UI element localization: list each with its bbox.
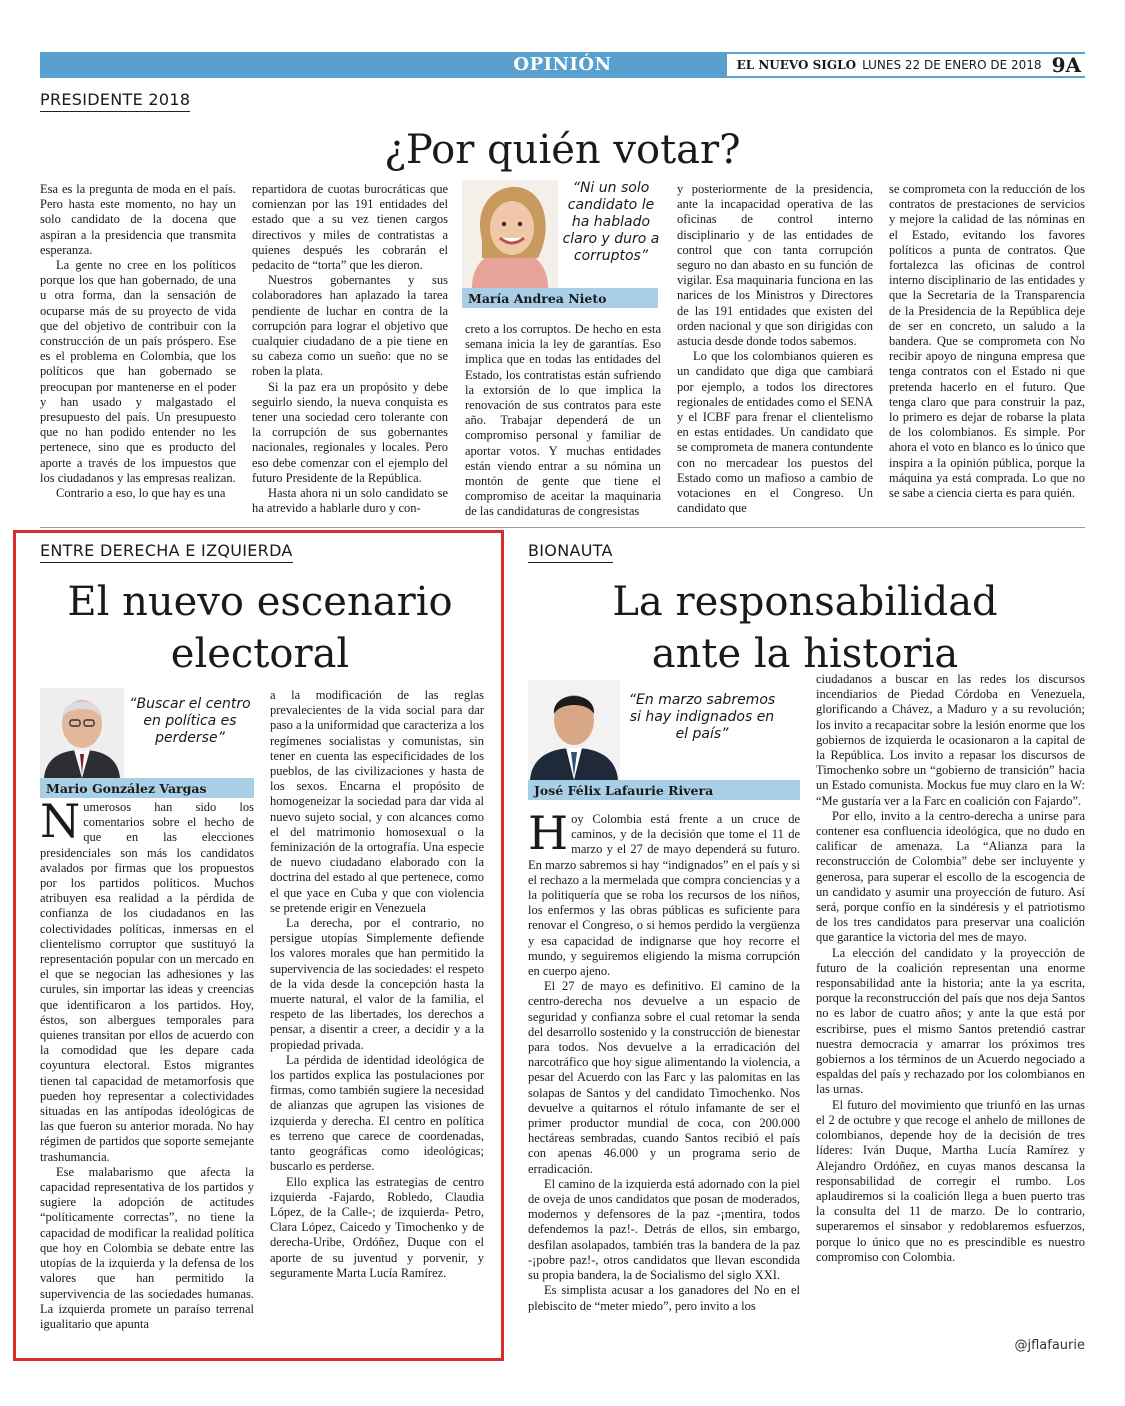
- author-photo-nieto: [462, 180, 558, 288]
- article2-kicker: ENTRE DERECHA E IZQUIERDA: [40, 541, 293, 563]
- title-line: El nuevo escenario: [67, 579, 453, 625]
- paragraph: y posteriormente de la presidencia, ante la incapacidad operativa de las oficinas de control interno disciplinario y de las entidades de control que con tanta corrupción seguro no dan abasto en su función de vigilar. Esa maquinaria funciona en las narices de los Ministros y Directores de las 191 entidades que existen del orden nacional y que son dirigidas con astucia desde donde todos sabemos.: [677, 182, 873, 349]
- paragraph: El 27 de mayo es definitivo. El camino de la centro-derecha nos devuelve a un espacio de seguridad y confianza sobre el cual retomar la senda del desarrollo sostenido y la construcción de bienestar para todos. Nos devuelve a la erradicación del narcotráfico que hoy sigue alimentando la violencia, a pesar del Acuerdo con las Farc y las palomitas en las solapas de Santos y del candidato Timochenko. Nos devuelve a quitarnos el rótulo infamante de ser el primer productor mundial de coca, con 200.000 hectáreas sembradas, cuando Santos recibió el país con apenas 46.000 y un programa serio de erradicación.: [528, 979, 800, 1176]
- paragraph: Ello explica las estrategias de centro izquierda -Fajardo, Robledo, Claudia López, de la Calle-; de izquierda- Petro, Clara López, Caicedo y Timochenko y de derecha-Uribe, Ordóñez, Duque con el aporte de su juventud y porvenir, y seguramente Marta Lucía Ramírez.: [270, 1174, 484, 1280]
- article2-byline: Mario González Vargas: [40, 778, 254, 798]
- paragraph: [528, 812, 800, 979]
- paragraph: Nuestros gobernantes y sus colaboradores han aplazado la tarea pendiente de luchar en contra de la corrupción para lograr el objetivo que cualquier ciudadano de a pie tiene en su cabeza como un sueño: que no se roben la plata.: [252, 273, 448, 379]
- section-name: OPINIÓN: [513, 54, 612, 75]
- author-photo-gonzalez: [40, 688, 124, 778]
- article1-column-4: [677, 182, 873, 520]
- paragraph: Si la paz era un propósito y debe seguirlo siendo, la nueva conquista es tener una sociedad cero tolerante con la corrupción de sus gobernantes nacionales, regionales y locales. Pero eso debe comenzar con el ejemplo del futuro Presidente de la República.: [252, 379, 448, 485]
- article3-title: [525, 576, 1085, 680]
- dropcap: N: [40, 800, 81, 848]
- paragraph: Contrario a eso, lo que hay es una: [56, 486, 226, 501]
- section-divider: [40, 527, 1085, 528]
- title-line: ante la historia: [651, 631, 959, 677]
- paragraph: La pérdida de identidad ideológica de los partidos explica las postulaciones por firmas, como también sugiere la necesidad de alianzas que agrupen las visiones de izquierda y derecha. El centro en política es terreno que carece de coordenadas, tanto geográficas como ideológicas; buscarlo es perderse.: [270, 1052, 484, 1174]
- paragraph: La derecha, por el contrario, no persigue utopías Simplemente defiende los valores morales que han permitido la supervivencia de las sociedades: el respeto de la vida desde la concepción hasta la muerte natural, el valor de la familia, el respeto de las libertades, los derechos a pensar, a disentir a creer, a decidir y a la propiedad privada.: [270, 916, 484, 1052]
- paragraph: se comprometa con la reducción de los contratos de prestaciones de servicios y mejore la calidad de las nóminas en el Estado, evitando los favores políticos a punta de contratos. Que fortalezca las oficinas de control interno disciplinario de las entidades y que la Secretaria de la Transparencia de la Presidencia de la República deje de ser en concreto, un saludo a la bandera. Que se comprometa con No recibir apoyo de ninguna empresa que tenga contratos con el Estado ni que pretenda hacerlo en el futuro. Que tenga claro que para construir la paz, lo primero es dejar de robarse la plata de los colombianos. Es simple. Por ahora el voto en blanco es lo único que inspira a la opinión pública, porque la máquina ya está comprada. Lo que no se sabe a ciencia cierta es para quién.: [889, 182, 1085, 501]
- dropcap: H: [528, 812, 569, 860]
- article3-kicker: BIONAUTA: [528, 541, 613, 563]
- author-photo-lafaurie: [528, 680, 620, 780]
- paragraph: Ese malabarismo que afecta la capacidad representativa de los partidos y sugiere la adopción de actitudes “políticamente correctas”, no tiene la capacidad de modificar la realidad política que hoy en Colombia se debate entre las utopías de la izquierda y la defensa de los valores que han permitido la supervivencia de las sociedades humanas. La izquierda promete un paraíso terrenal igualitario que apunta: [40, 1164, 254, 1331]
- article2-column-2: [270, 688, 484, 1350]
- paragraph: Es simplista acusar a los ganadores del No en el plebiscito de “meter miedo”, pero invito a los: [528, 1283, 800, 1313]
- paragraph: El camino de la izquierda está adornado con la piel de oveja de unos candidatos que posan de moderados, modernos y defensores de la paz -¡mentira, todos defendemos la paz!-. Detrás de ellos, sin embargo, desfilan asolapados, también tras la bandera de la paz -¡pobre paz!-, otros candidatos que llevan escondida su propia bandera, la de Socialismo del siglo XXI.: [528, 1176, 800, 1283]
- article1-kicker: PRESIDENTE 2018: [40, 90, 190, 112]
- article1-column-5: [889, 182, 1085, 520]
- paragraph: a la modificación de las reglas prevalecientes de la vida social para dar paso a la uniformidad que caracteriza a los regímenes socialistas y comunistas, sin tener en cuenta las especificidades de los pueblos, de las civilizaciones y hasta de los sexos. Encarna el propósito de homogeneizar la sociedad para dar vida al nuevo sujeto social, y con alcances como el del matrimonio homosexual o la feminización de la ortografía. Una especie de nuevo ciudadano elaborado con la doctrina del estado al que pertenece, como el que yace en Cuba y que con violencia se pretende erigir en Venezuela: [270, 688, 484, 915]
- article1-column-3: [465, 322, 661, 520]
- article2-column-1: [40, 800, 254, 1350]
- paragraph: La elección del candidato y la proyección de futuro de la coalición representan una enorme responsabilidad ante la historia; ante la ya escrita, porque la reconstrucción del país que nos deja Santos no es labor de cuatro años; y ante la que está por escribirse, pues el mismo Santos pretendió castrar nuestra democracia y amarrar los próximos tres gobiernos a los términos de un Acuerdo negociado a espaldas del país y rechazado por los colombianos en las urnas.: [816, 945, 1085, 1097]
- paragraph: Hasta ahora ni un solo candidato se ha atrevido a hablarle duro y con-: [252, 486, 448, 516]
- paragraph: repartidora de cuotas burocráticas que comienzan por las 191 entidades del estado que a su vez tienen cargos directivos y miles de contratistas a quienes después les cobrarán el pedacito de “torta” que les dieron.: [252, 182, 448, 273]
- article1-title: ¿Por quién votar?: [384, 127, 741, 173]
- article3-column-2: [816, 672, 1085, 1334]
- paragraph: La gente no cree en los políticos porque los que han gobernado, de una u otra forma, dan la sensación de ocuparse más de su proyecto de vida que del objetivo de contribuir con la construcción de un país próspero. Ese es el problema en Colombia, que los políticos que han gobernado se preocupan por mantenerse en el poder y han usado y malgastado el presupuesto del país. Un presupuesto que no han podido entender no les pertenece, sino que es producto del aporte a través de los impuestos que los ciudadanos y las empresas realizan.: [40, 258, 236, 485]
- article3-column-1: [528, 812, 800, 1350]
- paragraph: [40, 800, 254, 1165]
- paragraph: creto a los corruptos. De hecho en esta semana inicia la ley de garantías. Eso implica que en todas las entidades del Estado, los contratistas están sufriendo la extorsión de lo que implica la renovación de sus contratos para este año. Trabajar dependerá de un compromiso personal y familiar de aportar votos. Y muchas entidades están viendo entrar a su nómina un montón de gente que tiene el compromiso de aceitar la maquinaria de las candidaturas de congresistas: [465, 322, 661, 519]
- author-signature: @jflafaurie: [1014, 1338, 1085, 1353]
- paragraph: Lo que los colombianos quieren es un candidato que diga que cambiará por ejemplo, a todos los directores regionales de entidades como el SENA y el ICBF para frenar el clientelismo en estas entidades. Un candidato que se comprometa de manera contundente con no mercadear los puestos del Estado como un mafioso a cambio de votaciones en el Congreso. Un candidato que: [677, 349, 873, 516]
- paragraph: El futuro del movimiento que triunfó en las urnas el 2 de octubre y que recoge el anhelo de millones de colombianos, depende hoy de la decisión de tres líderes: Iván Duque, Martha Lucía Ramírez y Alejandro Ordóñez, en cuyas manos descansa la responsabilidad de corregir el rumbo. Los aplaudiremos si la coalición llega a buen puerto tras la consulta del 11 de marzo. De lo contrario, superaremos el sinsabor y redoblaremos esfuerzos, porque lo único que no es prescindible es nuestro compromiso con Colombia.: [816, 1097, 1085, 1264]
- article1-byline: María Andrea Nieto: [462, 288, 658, 308]
- paragraph-text: umerosos han sido los comentarios sobre el hecho de que en las elecciones presidenciales son más los candidatos avalados por firmas que los propuestos por los partidos políticos. Muchos atribuyen esa realidad a la pérdida de confianza de los ciudadanos en las colectividades políticas, inmersas en el clientelismo corruptor que sustituyó la representación popular con un mercado en el que se negocian las adhesiones y las curules, sin importar las ideas y creencias que identificaron a los partidos. Hoy, éstos, son albergues temporales para quienes transitan por ellos de acuerdo con la comodidad que les depare cada coyuntura electoral. Estos migrantes tienen tal capacidad de metamorfosis que pueden hoy representar a colectividades situadas en las antípodas ideológicas de las que fueron su anterior morada. No hay régimen de partidos que soporte semejante trashumancia.: [40, 800, 254, 1164]
- paragraph-text: oy Colombia está frente a un cruce de caminos, y de la decisión que tome el 11 de marzo y el 27 de mayo dependerá su futuro. En marzo sabremos si hay “indignados” en el país y si el rechazo a la mermelada que compra conciencias y a la politiquería que se roba los recursos de los niños, los enfermos y las obras públicas es suficiente para renovar el Congreso, o si hemos perdido la vergüenza y esa capacidad de indignarse que hoy recorre el mundo, y seguiremos eligiendo la misma corrupción en cuerpo ajeno.: [528, 812, 800, 979]
- article1-column-2: [252, 182, 448, 520]
- page-number: 9A: [1051, 53, 1081, 77]
- article1-quote: “Ni un solo candidato le ha hablado claro y duro a corruptos”: [562, 180, 660, 264]
- publication-date: LUNES 22 DE ENERO DE 2018: [862, 58, 1042, 72]
- article2-title: [20, 576, 500, 680]
- article3-byline: José Félix Lafaurie Rivera: [528, 780, 800, 800]
- paragraph: Por ello, invito a la centro-derecha a unirse para contener esa confluencia ideológica, que no dudo en calificar de amenaza. La “Alianza para la reconstrucción de Colombia” debe ser incluyente y generosa, para superar el escollo de la escogencia de un candidato y asumir una proyección de futuro. Así será, porque confío en la sindéresis y el patriotismo de los tres candidatos para preservar una coalición que garantice la victoria del mes de mayo.: [816, 808, 1085, 945]
- paragraph: ciudadanos a buscar en las redes los discursos incendiarios de Piedad Córdoba en Venezuela, glorificando a Chávez, a Maduro y a su revolución; los invito a recapacitar sobre la lesión enorme que los gobiernos de izquierda le ocasionaron a la capital de la República. Los invito a repasar los discursos de Timochenko sobre un “gobierno de transición” hacia un Estado comunista. Mockus fue muy claro en la W: “Me gustaría ver a la Farc en coalición con Fajardo”.: [816, 672, 1085, 808]
- publication-name: EL NUEVO SIGLO: [736, 58, 857, 72]
- article3-quote: “En marzo sabremos si hay indignados en el país”: [628, 692, 776, 742]
- paragraph: Esa es la pregunta de moda en el país. Pero hasta este momento, no hay un solo candidato de la docena que aspiran a la presidencia que transmita esperanza.: [40, 182, 236, 257]
- title-line: La responsabilidad: [612, 579, 998, 625]
- section-header-bar: [40, 52, 1085, 78]
- article2-quote: “Buscar el centro en política es perderse”: [129, 696, 251, 746]
- header-right: [727, 52, 1085, 78]
- title-line: electoral: [170, 631, 350, 677]
- article1-column-1: [40, 182, 236, 520]
